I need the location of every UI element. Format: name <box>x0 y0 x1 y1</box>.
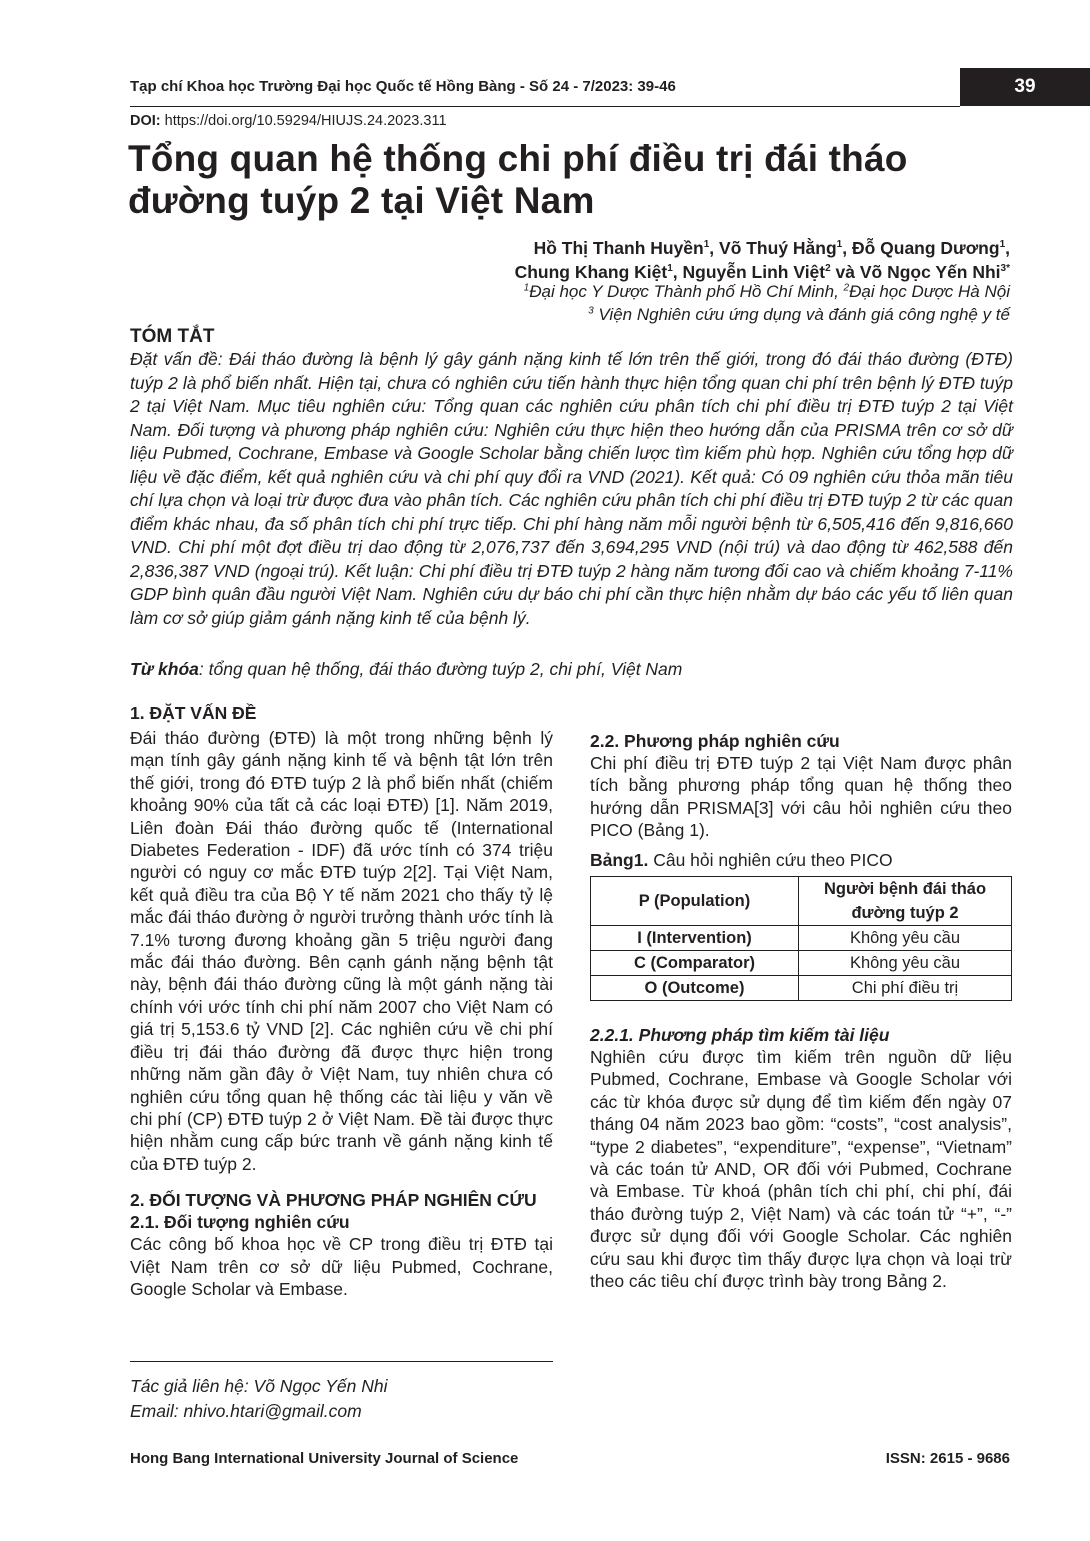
section-2-2-1-text: Nghiên cứu được tìm kiếm trên nguồn dữ liệu Pubmed, Cochrane, Embase và Google Scholar với các từ khóa được sử dụng để tìm kiếm đến ngày 07 tháng 04 năm 2023 bao gồm: “costs”, “cost analysis”, “type 2 diabetes”, “expenditure”, “expense”, “Vietnam” và các toán tử AND, OR đối với Pubmed, Cochrane và Embase. Từ khoá (phân tích chi phí, chi phí, đái tháo đường tuýp 2, Việt Nam) và các toán tử “+”, “-” được sử dụng đối với Google Scholar. Các nghiên cứu sau khi được tìm thấy được lựa chọn và loại trừ theo các tiêu chí được trình bày trong Bảng 2. <box>590 1047 1012 1292</box>
table-row: P (Population) Người bệnh đái tháo đường tuýp 2 <box>591 877 1012 926</box>
table-caption: Bảng1. Câu hỏi nghiên cứu theo PICO <box>590 850 893 870</box>
table-row: O (Outcome) Chi phí điều trị <box>591 976 1012 1001</box>
section-2-1-heading: 2.1. Đối tượng nghiên cứu <box>130 1212 350 1233</box>
doi-label: DOI: <box>130 113 161 129</box>
title-line-2: đường tuýp 2 tại Việt Nam <box>128 180 595 221</box>
article-title <box>128 138 1028 222</box>
contact-email[interactable]: Email: nhivo.htari@gmail.com <box>130 1401 362 1421</box>
abstract-heading: TÓM TẮT <box>130 326 215 347</box>
affiliation-line-2: $^3$ Viện Nghiên cứu ứng dụng và đánh giá công nghệ y tế <box>588 305 1010 324</box>
affiliations <box>524 280 1010 326</box>
section-2-2-text: Chi phí điều trị ĐTĐ tuýp 2 tại Việt Nam được phân tích bằng phương pháp tổng quan hệ thống theo hướng dẫn PRISMA[3] với câu hỏi nghiên cứu theo PICO (Bảng 1). <box>590 753 1012 841</box>
author-list <box>515 236 1010 284</box>
section-2-2-1-heading: 2.2.1. Phương pháp tìm kiếm tài liệu <box>590 1025 890 1045</box>
right-column-top <box>590 731 1012 842</box>
keywords-text: : tổng quan hệ thống, đái tháo đường tuýp 2, chi phí, Việt Nam <box>198 659 683 679</box>
footer-journal-name: Hong Bang International University Journal of Science <box>130 1450 519 1467</box>
footer-issn: ISSN: 2615 - 9686 <box>885 1450 1010 1467</box>
left-column <box>130 703 553 1300</box>
header-divider <box>130 106 960 107</box>
pico-table <box>590 876 1012 1001</box>
title-line-1: Tổng quan hệ thống chi phí điều trị đái tháo <box>128 138 908 179</box>
page-number: 39 <box>960 68 1090 106</box>
doi-link[interactable]: https://doi.org/10.59294/HIUJS.24.2023.311 <box>160 113 447 129</box>
section-2-heading: 2. ĐỐI TƯỢNG VÀ PHƯƠNG PHÁP NGHIÊN CỨU <box>130 1190 537 1211</box>
table-row: C (Comparator) Không yêu cầu <box>591 951 1012 976</box>
affiliation-line-1: $^1$Đại học Y Dược Thành phố Hồ Chí Minh, $^2$Đại học Dược Hà Nội <box>523 282 1010 301</box>
journal-header: Tạp chí Khoa học Trường Đại học Quốc tế Hồng Bàng - Số 24 - 7/2023: 39-46 <box>130 78 676 95</box>
keywords-label: Từ khóa <box>130 659 199 679</box>
section-2-2-heading: 2.2. Phương pháp nghiên cứu <box>590 731 840 751</box>
section-1-text: Đái tháo đường (ĐTĐ) là một trong những bệnh lý mạn tính gây gánh nặng kinh tế và bệnh tật lớn trên thế giới, trong đó ĐTĐ tuýp 2 là phổ biến nhất (chiếm khoảng 90% của tất cả các loại ĐTĐ) [1]. Năm 2019, Liên đoàn Đái tháo đường quốc tế (International Diabetes Federation - IDF) đã ước tính có 374 triệu người có nguy cơ mắc ĐTĐ tuýp 2[2]. Tại Việt Nam, kết quả điều tra của Bộ Y tế năm 2021 cho thấy tỷ lệ mắc đái tháo đường ở người trưởng thành ước tính là 7.1% tương đương khoảng gần 5 triệu người đang mắc đái tháo đường. Bên cạnh gánh nặng bệnh tật này, bệnh đái tháo đường cũng là một gánh nặng tài chính với ước tính chi phí năm 2007 cho Việt Nam có giá trị 5,153.6 tỷ VND [2]. Các nghiên cứu về chi phí điều trị đái tháo đường đã được thực hiện trong những năm gần đây ở Việt Nam, tuy nhiên chưa có nghiên cứu tổng quan hệ thống các tài liệu y văn về chi phí (CP) ĐTĐ tuýp 2 ở Việt Nam. Đề tài được thực hiện nhằm cung cấp bức tranh về gánh nặng kinh tế của ĐTĐ tuýp 2. <box>130 728 553 1174</box>
section-2-1-text: Các công bố khoa học về CP trong điều trị ĐTĐ tại Việt Nam trên cơ sở dữ liệu Pubmed, Cochrane, Google Scholar và Embase. <box>130 1234 553 1299</box>
authors-line-2: Chung Khang Kiệt$^1$, Nguyễn Linh Việt$^2$ và Võ Ngọc Yến Nhi$^{3*}$ <box>514 262 1010 282</box>
table-row: I (Intervention) Không yêu cầu <box>591 926 1012 951</box>
authors-line-1: Hồ Thị Thanh Huyền$^1$, Võ Thuý Hằng$^1$, Đỗ Quang Dương$^1$, <box>533 238 1010 258</box>
corresponding-author <box>130 1374 387 1424</box>
keywords <box>130 659 1013 680</box>
contact-author: Tác giả liên hệ: Võ Ngọc Yến Nhi <box>130 1376 388 1396</box>
abstract-text: Đặt vấn đề: Đái tháo đường là bệnh lý gây gánh nặng kinh tế lớn trên thế giới, trong đó đái tháo đường (ĐTĐ) tuýp 2 là phổ biến nhất. Hiện tại, chưa có nghiên cứu tiến hành thực hiện tổng quan chi phí trên bệnh lý ĐTĐ tuýp 2 tại Việt Nam. Mục tiêu nghiên cứu: Tổng quan các nghiên cứu phân tích chi phí điều trị ĐTĐ tuýp 2 tại Việt Nam. Đối tượng và phương pháp nghiên cứu: Nghiên cứu thực hiện theo hướng dẫn của PRISMA trên cơ sở dữ liệu Pubmed, Cochrane, Embase và Google Scholar bằng chiến lược tìm kiếm phù hợp. Nghiên cứu tổng hợp dữ liệu về đặc điểm, kết quả nghiên cứu và chi phí quy đổi ra VND (2021). Kết quả: Có 09 nghiên cứu thỏa mãn tiêu chí lựa chọn và loại trừ được đưa vào phân tích. Các nghiên cứu phân tích chi phí điều trị ĐTĐ tuýp 2 từ các quan điểm khác nhau, đa số phân tích chi phí trực tiếp. Chi phí hàng năm mỗi người bệnh từ 6,505,416 đến 9,816,660 VND. Chi phí một đợt điều trị dao động từ 2,076,737 đến 3,694,295 VND (nội trú) và dao động từ 462,588 đến 2,836,387 VND (ngoại trú). Kết luận: Chi phí điều trị ĐTĐ tuýp 2 hàng năm tương đối cao và chiếm khoảng 7-11% GDP bình quân đầu người Việt Nam. Nghiên cứu dự báo chi phí cần thực hiện nhằm dự báo các yếu tố liên quan làm cơ sở giúp giảm gánh nặng kinh tế của bệnh lý. <box>130 349 1013 628</box>
right-column-bottom <box>590 1024 1012 1292</box>
footnote-divider <box>130 1361 553 1362</box>
doi <box>130 113 447 129</box>
section-1-heading: 1. ĐẶT VẤN ĐỀ <box>130 703 257 723</box>
